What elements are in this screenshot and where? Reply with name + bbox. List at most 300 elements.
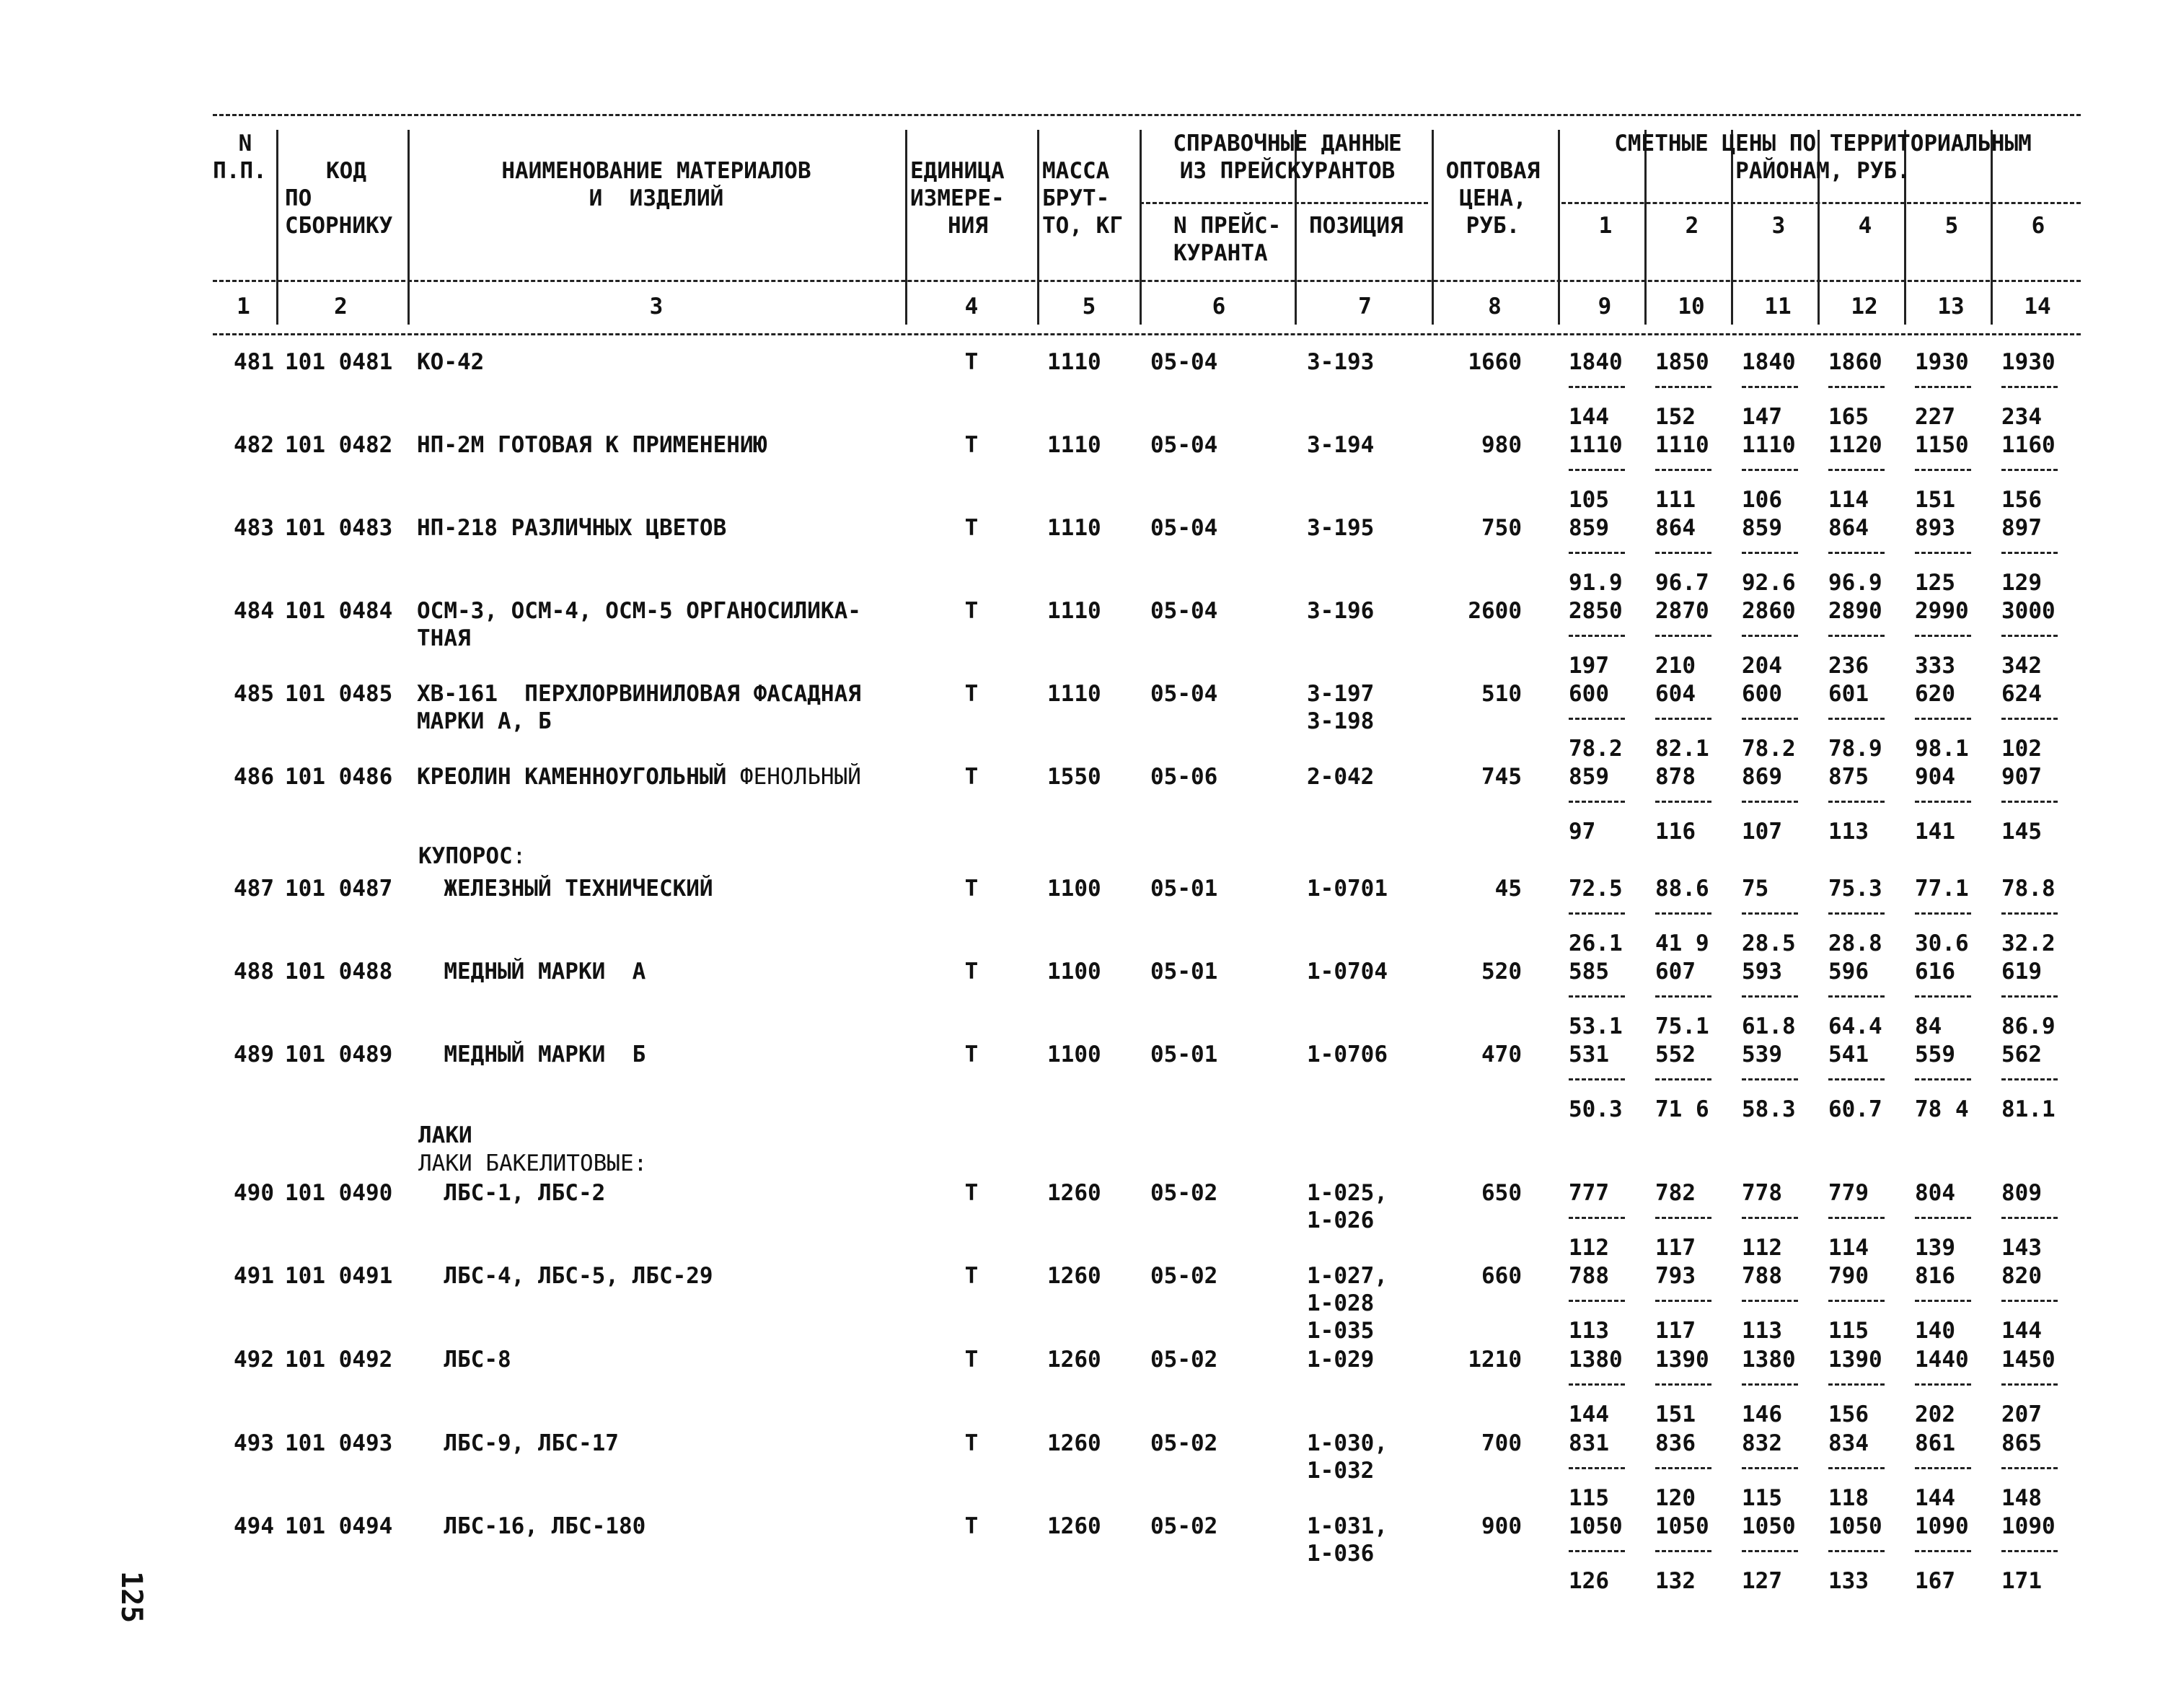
row-wholesale-price: 470 bbox=[1481, 1042, 1522, 1068]
row-name-bold: КРЕОЛИН КАМЕННОУГОЛЬНЫЙ bbox=[417, 764, 727, 790]
row-region-sub-price: 106 bbox=[1742, 487, 1782, 513]
row-number: 489 bbox=[234, 1042, 274, 1068]
hdr-region-l2: РАЙОНАМ, РУБ. bbox=[1735, 158, 1911, 184]
row-unit: Т bbox=[964, 1042, 979, 1068]
row-region-price: 1090 bbox=[1915, 1513, 1969, 1539]
row-region-price: 624 bbox=[2001, 681, 2042, 707]
hdr-region-l1: СМЕТНЫЕ ЦЕНЫ ПО ТЕРРИТОРИАЛЬНЫМ bbox=[1614, 131, 2032, 157]
row-region-sub-price: 30.6 bbox=[1915, 930, 1969, 956]
row-region-sub-price: 98.1 bbox=[1915, 736, 1969, 762]
row-region-price: 834 bbox=[1828, 1430, 1869, 1456]
row-region-sub-price: 117 bbox=[1655, 1318, 1696, 1344]
hdr-colnum-10: 10 bbox=[1678, 294, 1705, 320]
row-mass: 1550 bbox=[1047, 764, 1101, 790]
region-group-rule bbox=[1561, 202, 2081, 204]
hdr-colnum-14: 14 bbox=[2024, 294, 2051, 320]
row-region-sub-price: 112 bbox=[1569, 1235, 1609, 1261]
fraction-rule bbox=[1915, 912, 1971, 915]
row-unit: Т bbox=[964, 1430, 979, 1456]
hdr-col4-l3: НИЯ bbox=[948, 213, 988, 239]
row-region-price: 865 bbox=[2001, 1430, 2042, 1456]
fraction-rule bbox=[1742, 552, 1798, 554]
page-number: 125 bbox=[115, 1571, 148, 1624]
row-region-price: 2990 bbox=[1915, 598, 1969, 624]
row-price-list: 05-06 bbox=[1150, 764, 1218, 790]
row-region-sub-price: 144 bbox=[2001, 1318, 2042, 1344]
fraction-rule bbox=[2001, 801, 2058, 803]
row-region-sub-price: 167 bbox=[1915, 1568, 1955, 1594]
row-region-sub-price: 71 6 bbox=[1655, 1096, 1709, 1122]
row-region-price: 2890 bbox=[1828, 598, 1882, 624]
row-mass: 1100 bbox=[1047, 1042, 1101, 1068]
row-region-price: 1120 bbox=[1828, 432, 1882, 458]
row-region-sub-price: 146 bbox=[1742, 1401, 1782, 1427]
fraction-rule bbox=[2001, 718, 2058, 720]
fraction-rule bbox=[1742, 469, 1798, 471]
hdr-colnum-4: 4 bbox=[964, 294, 979, 320]
row-region-sub-price: 333 bbox=[1915, 653, 1955, 679]
fraction-rule bbox=[1915, 1550, 1971, 1552]
row-position: 3-194 bbox=[1307, 432, 1375, 458]
row-position: 1-027, bbox=[1307, 1263, 1388, 1289]
row-region-sub-price: 115 bbox=[1569, 1485, 1609, 1511]
row-region-price: 782 bbox=[1655, 1180, 1696, 1206]
fraction-rule bbox=[2001, 1078, 2058, 1080]
row-region-price: 604 bbox=[1655, 681, 1696, 707]
row-name: ОСМ-3, ОСМ-4, ОСМ-5 ОРГАНОСИЛИКА- bbox=[417, 598, 861, 624]
row-region-price: 893 bbox=[1915, 515, 1955, 541]
row-region-price: 809 bbox=[2001, 1180, 2042, 1206]
row-region-price: 1090 bbox=[2001, 1513, 2056, 1539]
row-unit: Т bbox=[964, 432, 979, 458]
row-region-sub-price: 114 bbox=[1828, 1235, 1869, 1261]
row-region-sub-price: 117 bbox=[1655, 1235, 1696, 1261]
row-region-price: 1450 bbox=[2001, 1347, 2056, 1373]
fraction-rule bbox=[1655, 1467, 1711, 1469]
row-mass: 1100 bbox=[1047, 959, 1101, 985]
row-region-price: 1050 bbox=[1569, 1513, 1623, 1539]
fraction-rule bbox=[1915, 635, 1971, 637]
row-code: 101 0481 bbox=[285, 349, 393, 375]
fraction-rule bbox=[1915, 1217, 1971, 1219]
row-region-sub-price: 97 bbox=[1569, 819, 1596, 845]
row-region-sub-price: 96.7 bbox=[1655, 570, 1709, 596]
row-region-sub-price: 58.3 bbox=[1742, 1096, 1796, 1122]
row-region-price: 1380 bbox=[1569, 1347, 1623, 1373]
fraction-rule bbox=[1655, 552, 1711, 554]
fraction-rule bbox=[1742, 912, 1798, 915]
row-region-sub-price: 126 bbox=[1569, 1568, 1609, 1594]
row-region-sub-price: 107 bbox=[1742, 819, 1782, 845]
row-unit: Т bbox=[964, 876, 979, 902]
fraction-rule bbox=[1655, 1550, 1711, 1552]
row-region-price: 2860 bbox=[1742, 598, 1796, 624]
row-price-list: 05-02 bbox=[1150, 1430, 1218, 1456]
row-unit: Т bbox=[964, 515, 979, 541]
hdr-col4-l1: ЕДИНИЦА bbox=[910, 158, 1005, 184]
fraction-rule bbox=[2001, 912, 2058, 915]
row-region-sub-price: 53.1 bbox=[1569, 1013, 1623, 1039]
row-region-price: 1390 bbox=[1828, 1347, 1882, 1373]
row-region-sub-price: 202 bbox=[1915, 1401, 1955, 1427]
row-region-price: 788 bbox=[1742, 1263, 1782, 1289]
row-number: 483 bbox=[234, 515, 274, 541]
hdr-col6-l1: N ПРЕЙС- bbox=[1173, 213, 1282, 239]
row-region-sub-price: 113 bbox=[1569, 1318, 1609, 1344]
row-wholesale-price: 510 bbox=[1481, 681, 1522, 707]
fraction-rule bbox=[1569, 1300, 1625, 1302]
row-number: 486 bbox=[234, 764, 274, 790]
fraction-rule bbox=[1915, 1467, 1971, 1469]
row-mass: 1110 bbox=[1047, 349, 1101, 375]
fraction-rule bbox=[1828, 386, 1885, 388]
row-price-list: 05-02 bbox=[1150, 1513, 1218, 1539]
row-region-price: 788 bbox=[1569, 1263, 1609, 1289]
fraction-rule bbox=[1742, 635, 1798, 637]
row-unit: Т bbox=[964, 681, 979, 707]
row-price-list: 05-04 bbox=[1150, 598, 1218, 624]
row-mass: 1100 bbox=[1047, 876, 1101, 902]
row-code: 101 0482 bbox=[285, 432, 393, 458]
row-region-sub-price: 111 bbox=[1655, 487, 1696, 513]
fraction-rule bbox=[1655, 801, 1711, 803]
row-region-price: 790 bbox=[1828, 1263, 1869, 1289]
row-mass: 1260 bbox=[1047, 1430, 1101, 1456]
header-top-rule bbox=[213, 114, 2081, 116]
row-unit: Т bbox=[964, 959, 979, 985]
row-region-price: 778 bbox=[1742, 1180, 1782, 1206]
row-region-price: 2850 bbox=[1569, 598, 1623, 624]
row-name: ХВ-161 ПЕРХЛОРВИНИЛОВАЯ ФАСАДНАЯ bbox=[417, 681, 861, 707]
row-wholesale-price: 1210 bbox=[1468, 1347, 1522, 1373]
row-region-sub-price: 144 bbox=[1569, 1401, 1609, 1427]
row-mass: 1110 bbox=[1047, 681, 1101, 707]
row-region-sub-price: 141 bbox=[1915, 819, 1955, 845]
row-region-sub-price: 227 bbox=[1915, 404, 1955, 430]
row-mass: 1110 bbox=[1047, 432, 1101, 458]
row-region-sub-price: 105 bbox=[1569, 487, 1609, 513]
row-unit: Т bbox=[964, 764, 979, 790]
fraction-rule bbox=[1569, 801, 1625, 803]
row-region-sub-price: 118 bbox=[1828, 1485, 1869, 1511]
row-region-sub-price: 113 bbox=[1742, 1318, 1782, 1344]
row-position: 1-0706 bbox=[1307, 1042, 1388, 1068]
row-mass: 1260 bbox=[1047, 1513, 1101, 1539]
row-region-price: 1860 bbox=[1828, 349, 1882, 375]
row-position: 3-198 bbox=[1307, 708, 1375, 734]
row-region-price: 1110 bbox=[1742, 432, 1796, 458]
row-code: 101 0488 bbox=[285, 959, 393, 985]
row-mass: 1260 bbox=[1047, 1347, 1101, 1373]
fraction-rule bbox=[1742, 1383, 1798, 1386]
fraction-rule bbox=[1828, 552, 1885, 554]
fraction-rule bbox=[1915, 995, 1971, 998]
fraction-rule bbox=[1742, 1467, 1798, 1469]
fraction-rule bbox=[2001, 1217, 2058, 1219]
row-code: 101 0490 bbox=[285, 1180, 393, 1206]
hdr-colnum-3: 3 bbox=[649, 294, 664, 320]
row-code: 101 0493 bbox=[285, 1430, 393, 1456]
row-number: 482 bbox=[234, 432, 274, 458]
row-region-sub-price: 156 bbox=[1828, 1401, 1869, 1427]
row-region-sub-price: 112 bbox=[1742, 1235, 1782, 1261]
row-region-price: 600 bbox=[1742, 681, 1782, 707]
section-kuporos-colon: : bbox=[512, 843, 526, 869]
row-region-price: 859 bbox=[1569, 515, 1609, 541]
hdr-col8-l3: РУБ. bbox=[1466, 213, 1520, 239]
fraction-rule bbox=[1655, 995, 1711, 998]
row-region-sub-price: 145 bbox=[2001, 819, 2042, 845]
row-name: ТНАЯ bbox=[417, 625, 471, 651]
row-number: 494 bbox=[234, 1513, 274, 1539]
row-region-sub-price: 78.9 bbox=[1828, 736, 1882, 762]
row-region-sub-price: 28.8 bbox=[1828, 930, 1882, 956]
hdr-region-6: 6 bbox=[2031, 213, 2045, 239]
row-region-sub-price: 64.4 bbox=[1828, 1013, 1882, 1039]
row-region-price: 78.8 bbox=[2001, 876, 2056, 902]
row-region-sub-price: 91.9 bbox=[1569, 570, 1623, 596]
fraction-rule bbox=[1915, 386, 1971, 388]
row-region-sub-price: 78.2 bbox=[1742, 736, 1796, 762]
fraction-rule bbox=[1742, 995, 1798, 998]
hdr-col1-l2: П.П. bbox=[213, 158, 267, 184]
row-region-price: 601 bbox=[1828, 681, 1869, 707]
fraction-rule bbox=[1915, 1300, 1971, 1302]
row-number: 485 bbox=[234, 681, 274, 707]
fraction-rule bbox=[1915, 1078, 1971, 1080]
row-region-price: 75 bbox=[1742, 876, 1769, 902]
row-region-sub-price: 144 bbox=[1569, 404, 1609, 430]
row-price-list: 05-04 bbox=[1150, 681, 1218, 707]
section-laki: ЛАКИ bbox=[418, 1122, 472, 1148]
fraction-rule bbox=[1915, 801, 1971, 803]
row-region-price: 593 bbox=[1742, 959, 1782, 985]
row-unit: Т bbox=[964, 1347, 979, 1373]
fraction-rule bbox=[2001, 552, 2058, 554]
row-region-price: 875 bbox=[1828, 764, 1869, 790]
section-kuporos-label: КУПОРОС bbox=[418, 843, 513, 869]
row-region-price: 1840 bbox=[1569, 349, 1623, 375]
row-region-sub-price: 125 bbox=[1915, 570, 1955, 596]
row-position: 3-193 bbox=[1307, 349, 1375, 375]
hdr-col8-l2: ЦЕНА, bbox=[1459, 185, 1527, 211]
fraction-rule bbox=[1655, 718, 1711, 720]
row-region-sub-price: 78 4 bbox=[1915, 1096, 1969, 1122]
row-region-price: 1050 bbox=[1655, 1513, 1709, 1539]
row-region-price: 897 bbox=[2001, 515, 2042, 541]
hdr-col7: ПОЗИЦИЯ bbox=[1309, 213, 1404, 239]
row-region-sub-price: 127 bbox=[1742, 1568, 1782, 1594]
fraction-rule bbox=[1569, 469, 1625, 471]
row-region-sub-price: 84 bbox=[1915, 1013, 1942, 1039]
row-region-sub-price: 75.1 bbox=[1655, 1013, 1709, 1039]
row-region-price: 1850 bbox=[1655, 349, 1709, 375]
fraction-rule bbox=[1742, 1550, 1798, 1552]
header-divider bbox=[905, 130, 907, 325]
row-wholesale-price: 45 bbox=[1494, 876, 1522, 902]
row-wholesale-price: 660 bbox=[1481, 1263, 1522, 1289]
fraction-rule bbox=[1569, 1217, 1625, 1219]
row-position: 1-028 bbox=[1307, 1290, 1375, 1316]
row-region-price: 1150 bbox=[1915, 432, 1969, 458]
row-region-price: 2870 bbox=[1655, 598, 1709, 624]
fraction-rule bbox=[1828, 1300, 1885, 1302]
fraction-rule bbox=[1655, 635, 1711, 637]
row-name: ЛБС-16, ЛБС-180 bbox=[417, 1513, 646, 1539]
row-region-price: 600 bbox=[1569, 681, 1609, 707]
row-region-price: 907 bbox=[2001, 764, 2042, 790]
hdr-col3-l1: НАИМЕНОВАНИЕ МАТЕРИАЛОВ bbox=[501, 158, 811, 184]
fraction-rule bbox=[1742, 1300, 1798, 1302]
row-number: 481 bbox=[234, 349, 274, 375]
fraction-rule bbox=[1569, 386, 1625, 388]
row-region-sub-price: 41 9 bbox=[1655, 930, 1709, 956]
row-region-price: 904 bbox=[1915, 764, 1955, 790]
row-region-sub-price: 171 bbox=[2001, 1568, 2042, 1594]
row-name: НП-2М ГОТОВАЯ К ПРИМЕНЕНИЮ bbox=[417, 432, 767, 458]
fraction-rule bbox=[1915, 469, 1971, 471]
row-position: 1-032 bbox=[1307, 1458, 1375, 1484]
fraction-rule bbox=[1655, 1383, 1711, 1386]
row-mass: 1260 bbox=[1047, 1180, 1101, 1206]
row-region-price: 562 bbox=[2001, 1042, 2042, 1068]
row-region-sub-price: 236 bbox=[1828, 653, 1869, 679]
fraction-rule bbox=[2001, 469, 2058, 471]
row-region-price: 820 bbox=[2001, 1263, 2042, 1289]
row-region-price: 1050 bbox=[1828, 1513, 1882, 1539]
row-wholesale-price: 900 bbox=[1481, 1513, 1522, 1539]
row-region-sub-price: 342 bbox=[2001, 653, 2042, 679]
row-region-sub-price: 152 bbox=[1655, 404, 1696, 430]
fraction-rule bbox=[1828, 1383, 1885, 1386]
hdr-colnum-12: 12 bbox=[1851, 294, 1878, 320]
row-region-price: 531 bbox=[1569, 1042, 1609, 1068]
row-region-price: 859 bbox=[1569, 764, 1609, 790]
row-price-list: 05-04 bbox=[1150, 432, 1218, 458]
row-position: 3-195 bbox=[1307, 515, 1375, 541]
row-region-price: 559 bbox=[1915, 1042, 1955, 1068]
row-region-price: 816 bbox=[1915, 1263, 1955, 1289]
fraction-rule bbox=[1569, 912, 1625, 915]
row-region-sub-price: 147 bbox=[1742, 404, 1782, 430]
row-region-sub-price: 148 bbox=[2001, 1485, 2042, 1511]
row-region-sub-price: 204 bbox=[1742, 653, 1782, 679]
row-region-sub-price: 115 bbox=[1742, 1485, 1782, 1511]
row-number: 488 bbox=[234, 959, 274, 985]
row-name: ЛБС-1, ЛБС-2 bbox=[417, 1180, 606, 1206]
row-name: ЛБС-9, ЛБС-17 bbox=[417, 1430, 619, 1456]
row-name: МЕДНЫЙ МАРКИ Б bbox=[417, 1042, 646, 1068]
row-region-price: 832 bbox=[1742, 1430, 1782, 1456]
hdr-region-2: 2 bbox=[1685, 213, 1699, 239]
row-region-sub-price: 114 bbox=[1828, 487, 1869, 513]
row-price-list: 05-01 bbox=[1150, 876, 1218, 902]
hdr-ref-l1: СПРАВОЧНЫЕ ДАННЫЕ bbox=[1173, 131, 1402, 157]
row-unit: Т bbox=[964, 349, 979, 375]
row-position: 2-042 bbox=[1307, 764, 1375, 790]
row-region-price: 77.1 bbox=[1915, 876, 1969, 902]
row-region-sub-price: 50.3 bbox=[1569, 1096, 1623, 1122]
row-region-price: 779 bbox=[1828, 1180, 1869, 1206]
row-region-sub-price: 210 bbox=[1655, 653, 1696, 679]
row-price-list: 05-01 bbox=[1150, 959, 1218, 985]
hdr-colnum-9: 9 bbox=[1598, 294, 1612, 320]
row-code: 101 0491 bbox=[285, 1263, 393, 1289]
row-position: 3-196 bbox=[1307, 598, 1375, 624]
row-wholesale-price: 520 bbox=[1481, 959, 1522, 985]
hdr-col4-l2: ИЗМЕРЕ- bbox=[910, 185, 1005, 211]
row-region-sub-price: 165 bbox=[1828, 404, 1869, 430]
row-region-sub-price: 120 bbox=[1655, 1485, 1696, 1511]
row-name: ЛБС-4, ЛБС-5, ЛБС-29 bbox=[417, 1263, 713, 1289]
row-region-price: 539 bbox=[1742, 1042, 1782, 1068]
fraction-rule bbox=[1655, 1078, 1711, 1080]
row-price-list: 05-01 bbox=[1150, 1042, 1218, 1068]
row-price-list: 05-02 bbox=[1150, 1347, 1218, 1373]
row-region-sub-price: 78.2 bbox=[1569, 736, 1623, 762]
row-region-price: 620 bbox=[1915, 681, 1955, 707]
ref-group-rule bbox=[1140, 202, 1428, 204]
header-divider bbox=[1140, 130, 1142, 325]
row-region-price: 1930 bbox=[1915, 349, 1969, 375]
fraction-rule bbox=[1569, 552, 1625, 554]
row-position: 1-036 bbox=[1307, 1541, 1375, 1567]
hdr-colnum-6: 6 bbox=[1212, 294, 1226, 320]
row-number: 493 bbox=[234, 1430, 274, 1456]
fraction-rule bbox=[2001, 1467, 2058, 1469]
fraction-rule bbox=[1828, 469, 1885, 471]
header-bottom-rule bbox=[213, 333, 2081, 335]
row-region-price: 777 bbox=[1569, 1180, 1609, 1206]
row-code: 101 0487 bbox=[285, 876, 393, 902]
row-region-sub-price: 129 bbox=[2001, 570, 2042, 596]
row-region-price: 1390 bbox=[1655, 1347, 1709, 1373]
row-region-sub-price: 82.1 bbox=[1655, 736, 1709, 762]
row-region-price: 616 bbox=[1915, 959, 1955, 985]
hdr-col1-l1: N bbox=[238, 131, 252, 157]
hdr-region-4: 4 bbox=[1858, 213, 1872, 239]
row-region-sub-price: 26.1 bbox=[1569, 930, 1623, 956]
row-region-price: 864 bbox=[1828, 515, 1869, 541]
row-region-sub-price: 132 bbox=[1655, 1568, 1696, 1594]
row-unit: Т bbox=[964, 1513, 979, 1539]
row-region-price: 619 bbox=[2001, 959, 2042, 985]
row-price-list: 05-02 bbox=[1150, 1180, 1218, 1206]
fraction-rule bbox=[1655, 1300, 1711, 1302]
row-name: МАРКИ А, Б bbox=[417, 708, 552, 734]
fraction-rule bbox=[1742, 1217, 1798, 1219]
row-position: 1-031, bbox=[1307, 1513, 1388, 1539]
hdr-col5-l2: БРУТ- bbox=[1042, 185, 1110, 211]
row-name: МЕДНЫЙ МАРКИ А bbox=[417, 959, 646, 985]
fraction-rule bbox=[1742, 1078, 1798, 1080]
row-code: 101 0483 bbox=[285, 515, 393, 541]
row-number: 491 bbox=[234, 1263, 274, 1289]
row-code: 101 0485 bbox=[285, 681, 393, 707]
hdr-colnum-11: 11 bbox=[1764, 294, 1792, 320]
hdr-colnum-5: 5 bbox=[1082, 294, 1096, 320]
hdr-col2-l2: ПО bbox=[285, 185, 312, 211]
row-wholesale-price: 1660 bbox=[1468, 349, 1522, 375]
row-code: 101 0489 bbox=[285, 1042, 393, 1068]
fraction-rule bbox=[1828, 718, 1885, 720]
fraction-rule bbox=[1655, 386, 1711, 388]
hdr-col3-l2: И ИЗДЕЛИЙ bbox=[589, 185, 724, 211]
fraction-rule bbox=[1828, 1467, 1885, 1469]
row-price-list: 05-04 bbox=[1150, 515, 1218, 541]
row-region-price: 859 bbox=[1742, 515, 1782, 541]
row-wholesale-price: 700 bbox=[1481, 1430, 1522, 1456]
